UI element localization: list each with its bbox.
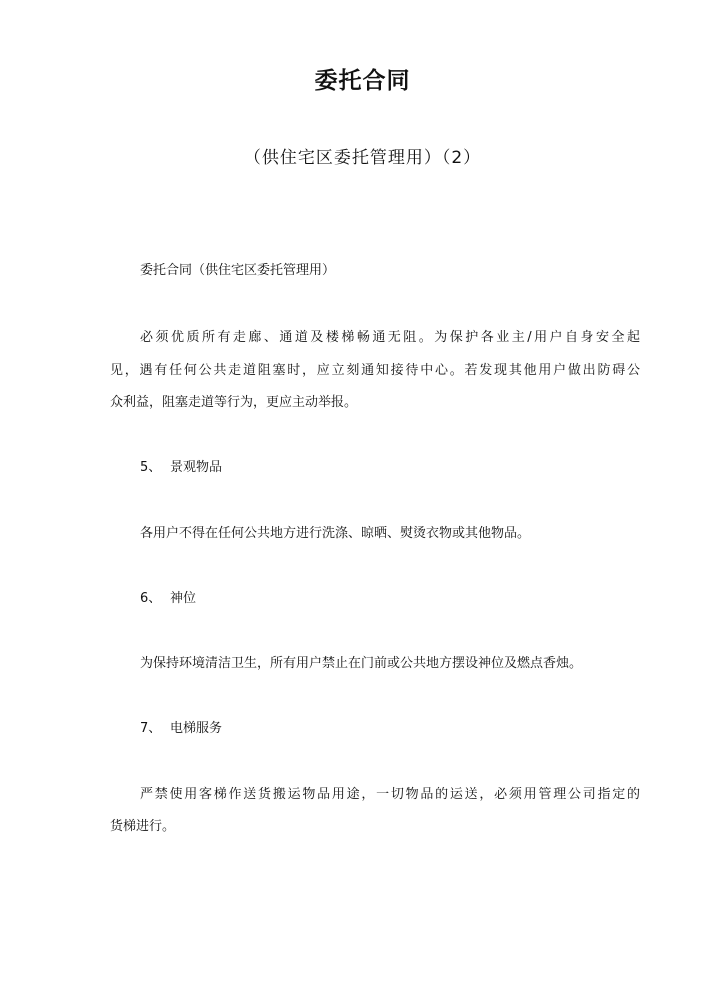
item7-number: 7、: [140, 721, 162, 736]
document-subtitle: （供住宅区委托管理用）（2）: [243, 148, 482, 168]
section-heading: 委托合同（供住宅区委托管理用）: [140, 263, 336, 278]
document-title: 委托合同: [314, 68, 411, 94]
item7-line2: 货梯进行。: [110, 819, 176, 834]
item7-heading: 电梯服务: [170, 721, 223, 736]
item5-heading-row: [140, 450, 640, 486]
item6-text: 为保持环境清洁卫生，所有用户禁止在门前或公共地方摆设神位及燃点香烛。: [140, 656, 583, 671]
item6-heading: 神位: [170, 591, 197, 606]
item5-heading: 景观物品: [170, 460, 223, 475]
para1-line2: 见，遇有任何公共走道阻塞时，应立刻通知接待中心。若发现其他用户做出防碍公: [110, 363, 640, 378]
item5-number: 5、: [140, 460, 162, 475]
item6-number: 6、: [140, 591, 162, 606]
para1-line3: 众利益，阻塞走道等行为，更应主动举报。: [110, 395, 358, 410]
item5-text: 各用户不得在任何公共地方进行洗涤、晾晒、熨烫衣物或其他物品。: [140, 526, 531, 541]
para1-line1: 必须优质所有走廊、通道及楼梯畅通无阻。为保护各业主/用户自身安全起: [140, 330, 640, 345]
item7-line1: 严禁使用客梯作送货搬运物品用途，一切物品的运送，必须用管理公司指定的: [140, 787, 640, 802]
item7-heading-row: [140, 711, 640, 747]
item6-heading-row: [140, 581, 640, 617]
